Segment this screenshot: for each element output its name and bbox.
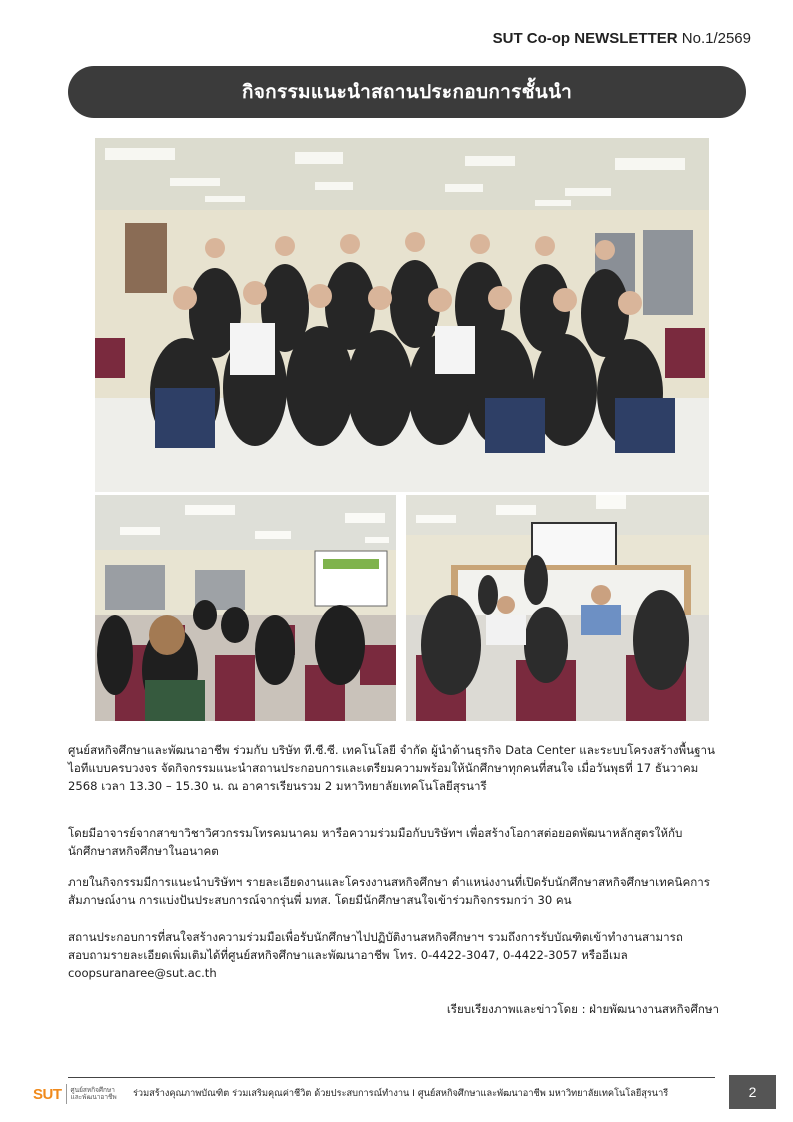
title-bar xyxy=(68,66,746,118)
paragraph-2 xyxy=(68,824,720,860)
page-number: 2 xyxy=(729,1075,776,1109)
footer-logo xyxy=(33,1082,117,1106)
newsletter-header xyxy=(493,30,751,47)
logo-text xyxy=(71,1087,117,1102)
interview-photo xyxy=(406,495,709,721)
paragraph-4 xyxy=(68,928,720,982)
paragraph-text: ภายในกิจกรรมมีการแนะนำบริษัทฯ รายละเอียดงานและโครงงานสหกิจศึกษา ตำแหน่งงานที่เปิดรับนักศึกษาสหกิจศึกษาเทคนิคการสัมภาษณ์งาน การแบ่งปันประสบการณ์จากรุ่นพี่ มทส. โดยมีนักศึกษาสนใจเข้าร่วมกิจกรรมกว่า 30 คน xyxy=(68,875,710,907)
paragraph-1 xyxy=(68,741,720,795)
footer-divider xyxy=(68,1077,715,1078)
logo-line-1: ศูนย์สหกิจศึกษา xyxy=(70,1085,115,1094)
seminar-room-photo xyxy=(95,495,396,721)
paragraph-text: โดยมีอาจารย์จากสาขาวิชาวิศวกรรมโทรคมนาคม หารือความร่วมมือกับบริษัทฯ เพื่อสร้างโอกาสต่อยอดพัฒนาหลักสูตรให้กับนักศึกษาสหกิจศึกษาในอนาคต xyxy=(68,826,683,858)
logo-mark: SUT xyxy=(33,1085,62,1103)
paragraph-3 xyxy=(68,873,720,909)
logo-line-2: และพัฒนาอาชีพ xyxy=(70,1093,117,1101)
footer-tagline: ร่วมสร้างคุณภาพบัณฑิต ร่วมเสริมคุณค่าชีวิต ด้วยประสบการณ์ทำงาน I ศูนย์สหกิจศึกษาและพัฒนาอาชีพ มหาวิทยาลัยเทคโนโลยีสุรนารี xyxy=(133,1088,669,1099)
newsletter-name: SUT Co-op NEWSLETTER xyxy=(492,30,678,47)
logo-divider xyxy=(66,1084,67,1104)
paragraph-text: สถานประกอบการที่สนใจสร้างความร่วมมือเพื่อรับนักศึกษาไปปฏิบัติงานสหกิจศึกษาฯ รวมถึงการรับบัณฑิตเข้าทำงานสามารถสอบถามรายละเอียดเพิ่มเติมได้ที่ศูนย์สหกิจศึกษาและพัฒนาอาชีพ โทร. 0-4422-3047, 0-4422-3057 หรืออีเมล coopsuranaree@sut.ac.th xyxy=(68,930,683,980)
group-photo xyxy=(95,138,709,492)
issue-number: No.1/2569 xyxy=(681,30,751,47)
photo-credit: เรียบเรียงภาพและข่าวโดย : ฝ่ายพัฒนางานสหกิจศึกษา xyxy=(446,1002,719,1016)
page-title: กิจกรรมแนะนำสถานประกอบการชั้นนำ xyxy=(241,81,573,103)
paragraph-text: ศูนย์สหกิจศึกษาและพัฒนาอาชีพ ร่วมกับ บริษัท ที.ซี.ซี. เทคโนโลยี จำกัด ผู้นำด้านธุรกิจ Data Center และระบบโครงสร้างพื้นฐานไอทีแบบครบวงจร จัดกิจกรรมแนะนำสถานประกอบการและเตรียมความพร้อมให้นักศึกษาทุกคนที่สนใจ เมื่อวันพุธที่ 17 ธันวาคม 2568 เวลา 13.30 – 15.30 น. ณ อาคารเรียนรวม 2 มหาวิทยาลัยเทคโนโลยีสุรนารี xyxy=(68,743,715,793)
